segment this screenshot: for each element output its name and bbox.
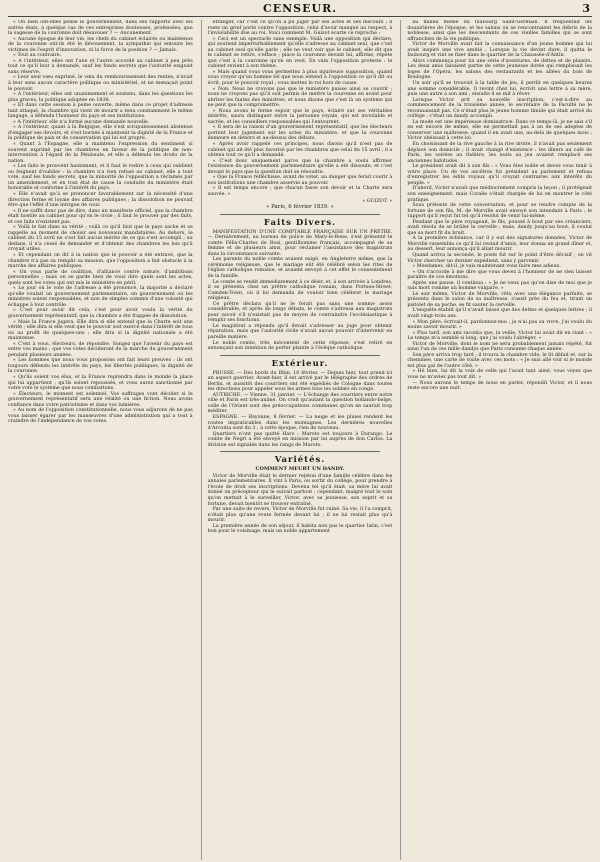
paragraph: « Et dans cette session à peine ouverte, même dans ce projet d'adresse tant attaqué, la chambre qui vient de mourir a tenu constamment le même langage, a défendu l'honneur du pays et ses institutions. <box>8 103 193 120</box>
paragraph: « Tout au contraire. <box>13 53 62 59</box>
paragraph: « Le jour où le vote de l'adresse a été prononcé, la majorité a déclaré qu'elle voulait un gouvernement parlementaire, un gouvernement où les ministres soient responsables, et non de simples commis d'une volonté qui échappe à tout contrôle. <box>8 286 193 308</box>
paragraph: La mode est une impérieuse dominatrice. Dans ce temps-là, je ne sais s'il en est encore de même, elle ne permettait pas à un de ses adeptes de conserver une maîtresse, quand il en avait une, au-delà de quelques mois ; Victor obéissait à cette loi. <box>407 119 593 142</box>
paragraph: au milieu même du faubourg Saint-Germain. Il fréquentait les douairières de l'époque, et les salons où se rencontraient les débris de la noblesse, ainsi que les descendants de ces vieilles familles qui se sont affranchies de la vie publique. <box>407 20 593 42</box>
paragraph: Victor de Morville, dont le nom ne sera probablement jamais répété, fut ainsi l'un de ces mille dandys que Paris consume chaque année. <box>407 341 593 353</box>
paragraph: « Mais quand vous vous permettez à plus injurieuse supposition, quand vous croyez qu'un homme tel que nous entend à l'opposition ce qu'il dit ou écrit, pour le pouvoir royal ; vous mettez le roi hors de cause. <box>207 69 393 87</box>
section-title-exterieur: Extérieur. <box>271 358 329 369</box>
paragraph: « Voilà le fait dans sa vérité ; voilà ce qu'il faut que le pays sache et se rappelle au moment de choisir ses nouveaux mandataires. Au dehors, le cabinet du 15 avril ne s'est fait aucun mérite de ce qui s'est accompli ; au dedans, il n'a cessé de demander et d'obtenir des chambres les lois qu'il croyait utiles. <box>8 225 193 253</box>
column-right <box>400 20 592 860</box>
paragraph: Le comte se rendit immédiatement à ce désir, et, à son arrivée à Londres, il se présenta chez un prêtre catholique romain, dans Portsea-Street, Camden-Town, où il lui demanda de vouloir bien célébrer le mariage religieux. <box>207 279 393 302</box>
paragraph: Ce prêtre déclara qu'il ne le ferait pas sans une somme assez considérable, et après de longs débats, le comte s'adressa aux magistrats pour savoir s'il n'existait pas de moyen de contraindre l'ecclésiastique à remplir ses fonctions. <box>207 301 393 324</box>
section-title-varietes: Variétés. <box>274 455 326 466</box>
paragraph: « A l'extérieur, quant à la Belgique, elle s'est scrupuleusement abstenue d'engager ses devoirs, et s'est bornée à maintenir la dignité de la France et la politique de paix et de conservation qui lui est propre. <box>8 125 193 142</box>
paragraph: Son père arriva trop tard ; il trouva la chambre vide, le lit défait et, sur la cheminée, une carte de visite avec ces mots : « Je suis allé voir si le monde est plus gai de l'autre côté. » <box>407 352 593 369</box>
paragraph: « Nous avons le ferme espoir que le pays, éclairé sur ses véritables intérêts, saura distinguer entre la personne royale, qui est inviolable et sacrée, et les conseillers responsables qui l'entourent. <box>207 108 393 125</box>
masthead <box>8 2 592 17</box>
paragraph: Par une suite de revers, Victor de Morville fut ruiné. Sa vie, il l'a comprit, n'était plus qu'une route fermée devant lui ; il ne lui restait plus qu'à mourir. <box>207 507 393 524</box>
paragraph: « A l'intérieur, elles ont l'une et l'autre accordé au cabinet à peu près tout ce qu'il leur a demandé, sauf les fonds secrets que l'autorité exigeait sans réserve. <box>8 58 193 75</box>
paragraph: « Hé bien, lui dit la voix de celle qui l'avait tant aimé, vous voyez que vous ne m'aviez pas tout dit. » <box>407 369 593 380</box>
paragraph: — Nous aurons le temps de nous en parler, répondit Victor, et il nous reste encore une nuit. <box>407 380 593 392</box>
paragraph: « On bien ont-elles pensé le gouvernement, dans ses rapports avec les autres états, à quelque cas de ces entreprises douteuses, professées, que la sagesse de la couronne doit désavouer ? — Aucunement. <box>8 20 193 37</box>
paragraph: « Mon père, écrivait-il, pardonnez-moi ; je n'ai pas su vivre, j'ai voulu du moins savoir mourir. » <box>407 319 593 331</box>
paragraph: Lorsque Victor prit sa nouvelle inscription, c'est-à-dire au commencement de la troisième année, le secrétaire de la Faculté ne le reconnaissait pas. Ce n'était plus le jeune homme timide qui était arrivé du collège ; c'était un dandy accompli. <box>407 97 593 120</box>
paragraph: Quand arriva la seconde, le poste fut sur le point d'être décisif ; on vit Victor chercher un dernier expédient, sans y parvenir. <box>407 252 593 264</box>
paragraph: « Plus tard, son ami raconta que, la veille, Victor lui avait dit en riant : « Le temps m'a semblé si long, que j'ai voulu l'abréger. » <box>407 330 593 342</box>
paragraph: « Non. Nous ne croyons pas que le ministère puisse ainsi se couvrir ; nous ne croyons pas qu'il soit permis de mettre la couronne en avant pour abriter les fautes des ministres, et nous disons que c'est là un système qui ne peut que la compromettre. <box>207 86 393 109</box>
paragraph: « Électeurs, le moment est solennel. Vos suffrages vont décider si le gouvernement représentatif sera une réalité ou une fiction. Nous avons confiance dans votre patriotisme et dans vos lumières. <box>8 391 193 408</box>
paragraph: « Elle n'avait qu'à se prononcer favorablement sur la nécessité d'une direction ferme et loyale des affaires publiques ; la dissolution ne pouvait être que l'effet d'une intrigue de cour. <box>8 191 193 209</box>
section-divider <box>220 451 381 452</box>
paragraph: « Les hommes que nous vous proposons ont fait leurs preuves : ils ont toujours défendu les intérêts du pays, les libertés publiques, la dignité de la couronne. <box>8 358 193 375</box>
paragraph: « Il sera de la raison d'un gouvernement représentatif, que les électeurs portent leur jugement sur les actes du ministère, et que la couronne demeure en dehors et au-dessus des débats. <box>207 125 393 142</box>
section-divider <box>220 214 381 215</box>
newspaper-title: CENSEUR. <box>262 2 338 15</box>
paragraph: Les parents du noble comte avaient exigé, en Angleterre même, que la cérémonie religieuse, que le mariage eût été célébré selon les rites de l'église catholique romaine, et avaient envoyé à cet effet le consentement de la famille. <box>207 257 393 279</box>
paragraph: L'enquête établit qu'il n'avait laissé que des dettes et quelques lettres ; il avait vingt-trois ans. <box>407 308 593 319</box>
paragraph: Le soir même, Victor de Morville, vêtu avec une élégance parfaite, se présenta dans le salon de sa maîtresse, s'assit près du feu et, tirant un pistolet de sa poche, se fit sauter la cervelle. <box>407 291 593 308</box>
paragraph: Sous prétexte de cette conversation, et pour se rendre compte de la fortune de son fils, M. de Morville avait envoyé son intendant à Paris ; le rapport qu'il reçut fut tel qu'il résolut de venir lui-même. <box>407 203 593 220</box>
paragraph: « C'est à vous, électeurs, de répondre. Songez que l'avenir du pays est entre vos mains ; que vos votes décideront de la marche du gouvernement pendant plusieurs années. <box>8 341 193 358</box>
section-divider <box>220 355 381 356</box>
paragraph: MANIFESTATION D'UNE COMPTABLE FRANÇAISE SUR UN PRÉTRE. — Dernièrement, au bureau de police de Mary-le-Bone, s'est présenté le comte Félix-Charles de Rosi, gentilhomme français, accompagné de sa femme et de plusieurs amis, pour réclamer l'assistance des magistrats dans la circonstance suivante. <box>207 229 393 257</box>
dateline: « Paris, 6 février 1839. » <box>266 204 334 211</box>
paragraph: « Quant à l'Espagne, elle a maintenu l'expression du sentiment si souvent exprimé par les chambres en faveur de la politique de non-intervention à l'égard de la Péninsule, et elle a défendu les droits de la nation. <box>8 142 193 164</box>
paragraph: « Après avoir rappelé ces principes, nous disons qu'il n'est pas de cabinet qui ait été plus favorisé par les chambres que celui du 15 avril ; il a obtenu tout ce qu'il a demandé. <box>207 142 393 159</box>
paragraph: Victor de Morville avait fait la connaissance d'un jeune homme qui lui avait inspiré une vive amitié ; Lorsque la vie devint dure, il quitta le faubourg et vint se fixer dans le quartier de la Chaussée-d'Antin. <box>407 42 593 59</box>
page-number: 3 <box>582 2 590 15</box>
paragraph: « Au nom de l'opposition constitutionnelle, nous vous adjurons de ne pas vous laisser égarer par les manœuvres d'une administration qui a tout à craindre de l'indépendance de vos votes. <box>8 408 193 425</box>
column-left <box>8 20 193 860</box>
paragraph: « Ceci est un spectacle sans exemple. Voilà une opposition qui déclare, qui soutient imperturbablement qu'elle s'adresse au cabinet seul, que c'est au cabinet seul qu'elle parle ; elle ne veut voir que le cabinet, elle dit que le cabinet se retire, s'efface ; place la couronne devant lui, affirme, répète que c'est à la couronne qu'on en veut. En vain l'opposition proteste : le cabinet revient à son thème. <box>207 36 393 70</box>
paragraph: « Il est temps encore ; que chacun fasse son devoir et la Charte sera sauvée. » <box>207 186 393 197</box>
paragraph: « Leur seul vœu exprimé, le vœu du rembourssement des rentes, n'avait à leur sens aucun caractère politique ou ministériel, et ne menaçait point le pouvoir. <box>8 75 193 92</box>
paragraph: « A l'extérieur, elles ont unanimement et soutenu, dans les questions les plus graves, la politique adoptée en 1830. <box>8 92 193 103</box>
paragraph: « Mesdames, dit-il, je vais maintenant vous faire mes adieux. <box>412 264 561 270</box>
paragraph: « Qu'ils soient vos élus, et la France reprendra dans le monde la place qui lui appartient ; qu'ils soient repoussés, et vous aurez sanctionné par votre vote le système que nous combattons. <box>8 375 193 392</box>
paragraph: « Il ne suffit donc pas de dire, dans un manifeste officiel, que la chambre était hostile au cabinet pour qu'on le croie ; il faut le prouver par des faits, et ces faits n'existent pas. <box>8 208 193 225</box>
paragraph: Après une pause, il continua : « Je ne veux pas qu'on dise de moi que je suis mort comme un homme vulgaire. » <box>407 280 593 292</box>
paragraph: « A l'intérieur, elle n'a formé aucune demande nouvelle. <box>13 119 150 125</box>
paragraph: A la première échéance, car il y eut des signatures données, Victor de Morville rassembla ce qu'il lui restait d'amis, leur donna un grand dîner et, au dessert, leur annonça qu'il allait mourir. <box>407 236 593 253</box>
paragraph: Le noble comte, très mécontent de cette réponse, s'est retiré en annonçant son intention de porter plainte à l'évêque catholique. <box>207 340 393 352</box>
paragraph: « On vous parle de coalition, d'alliance contre nature, d'ambitions personnelles ; mais on se garde bien de vous dire quels sont les actes, quels sont les votes qui ont mis le ministère en péril. <box>8 269 193 286</box>
signature: « GUIZOT. » <box>362 198 393 204</box>
paragraph: Victor de Morville était le dernier rejeton d'une famille célèbre dans les annales parlementaires. Il vint à Paris, ou sortir du collège, pour prendre à l'école de droit ses inscriptions. Devenu tel qu'il était, sa mère lui avait donné un précepteur qui le suivait partout ; cependant, malgré tout le soin qu'on mettait à le surveiller, Victor, avec sa jeunesse, son esprit et sa fortune, devait bientôt se trouver entraîné. <box>207 473 393 507</box>
paragraph: Alors commença pour lui une série d'aventures, de dettes et de plaisirs. Les deux amis faisaient partie de cette jeunesse dorée qui remplissait les loges de l'Opéra, les salons des restaurants et les allées du bois de Boulogne. <box>407 58 593 81</box>
section-title-faits-divers: Faits Divers. <box>263 217 337 228</box>
paragraph: « Aucune époque de leur vie, les chefs du cabinet éclairés ou maintenus de la couronne ont-ils été le dévouement, la sympathie qui entoure les victimes de l'esprit d'innovation, ni la force de la position ? — Jamais. <box>8 36 193 53</box>
paragraph: Pendant que le père voyageait, le fils, poussé à bout par ses créanciers, avait résolu de se brûler la cervelle ; mais, dandy jusqu'au bout, il voulut que sa mort fit du bruit. <box>407 219 593 236</box>
paragraph: PRUSSE. — Des bords du Rhin, 10 février. — Depuis hier, tout prend ici un aspect guerrier. Avant-hier, il est arrivé par le télégraphe des ordres de Berlin, et aussitôt des courriers ont été expédiés de Cologne dans toutes les directions pour appeler sous les armes tous les soldats en congé. <box>207 370 393 393</box>
paragraph: « C'est donc uniquement parce que la chambre a voulu affirmer l'existence du gouvernement parlementaire qu'elle a été dissoute, et c'est devant le pays que la question doit se résoudre. <box>207 158 393 175</box>
columns <box>8 20 592 860</box>
paragraph: En choisissant de la rive gauche à la rive droite, il n'avait pas seulement déplacé son domicile ; il avait changé d'existence : les dîners au café de Paris, les soirées au théâtre, les nuits au jeu avaient remplacé ses anciennes habitudes. <box>407 142 593 164</box>
paragraph: Quartiers n'ont pas quitté Haro ; Maroto est toujours à Durango. Le comte de Negri a été envoyé en mission par lui auprès de don Carlos. La division est signalée dans les rangs de Maroto. <box>207 431 393 448</box>
paragraph: AUTRICHE. — Vienne, 31 janvier. — L'échange des courriers entre notre ville et Paris est très-animé. On croit qu'autant la question hollando-belge, celle de l'Orient sont des préoccupations communes qu'on ne saurait trop méditer. <box>207 392 393 415</box>
paragraph: Un soir qu'il se trouvait à la table de jeu, il perdit en quelques heures une somme considérable. Il revint chez lui, écrivit une lettre à sa mère, puis une autre à son ami ; ensuite il se mit à rêver. <box>407 81 593 98</box>
paragraph: « Les faits le prouvent hautement, et il faut le redire à ceux qui oublient ou feignent d'oublier : la chambre n'a rien refusé au cabinet, elle a tout voté, sauf les fonds secrets, que la minorité de l'opposition a réclamés par un amendement, et en tout état de cause la conduite du ministère était honorable et conforme à l'intérêt du pays. <box>8 164 193 192</box>
paragraph: Le président avait dit à son fils : « Vous êtes noble et devez vous tenir à votre place. Un de vos ancêtres fut président au parlement et refusa d'enregistrer les édits royaux qu'il croyait contraires aux intérêts du peuple. » <box>407 164 593 186</box>
column-middle <box>201 20 393 860</box>
paragraph: étranger, car c'est ce qu'on a pu juger par ses actes et ses discours ; il reste un grief porté contre l'opposition, celui d'avoir manqué au respect, à l'inviolabilité due au roi. Voici comment M. Guizot écarte ce reproche : <box>207 20 393 37</box>
section-subtitle: COMMENT MEURT UN DANDY. <box>255 466 345 473</box>
paragraph: D'abord, Victor n'avait que médiocrement compris la leçon ; il protégeait son enseignement, mais Coralie s'était chargée de lui en montrer le côté pratique. <box>407 186 593 203</box>
paragraph: « C'est pour avoir dit cela, c'est pour avoir voulu la vérité du gouvernement représentatif, que la chambre a été frappée de dissolution. <box>8 308 193 319</box>
paragraph: ESPAGNE. — Bayonne, 8 février. — La neige et les pluies rendent les routes impraticables dans les montagnes. Les dernières nouvelles d'Arcoitia sont du 3 ; à cette époque, rien de nouveau. <box>207 415 393 432</box>
paragraph: « Et cependant on dit à la nation que le pouvoir a été entravé, que la chambre n'a pas su remplir sa mission, que l'opposition a fait obstacle à la marche des affaires publiques. <box>8 252 193 270</box>
paragraph: « Mais la France jugera. Elle dira si elle entend que la Charte soit une vérité ; elle dira si elle veut que le pouvoir soit exercé dans l'intérêt de tous ou au profit de quelques-uns ; elle dira si la dignité nationale a été maintenue. <box>8 319 193 342</box>
paragraph: « On s'accorde à me dire que vous devez à l'honneur de ne rien laisser paraître de vos émotions. <box>407 269 593 281</box>
paragraph: « Que la France réfléchisse, avant de voter, au danger que ferait courir à nos institutions une chambre asservie au pouvoir. <box>207 175 393 186</box>
paragraph: La première année de son séjour, il habita non pas le quartier latin, c'est bon pour le voisinage, mais un noble appartement <box>207 523 393 535</box>
paragraph: Le magistrat a répondu qu'il devait s'adresser au juge pour obtenir réparation, mais que l'autorité civile n'avait aucun pouvoir d'intervenir en pareille matière. <box>207 323 393 340</box>
